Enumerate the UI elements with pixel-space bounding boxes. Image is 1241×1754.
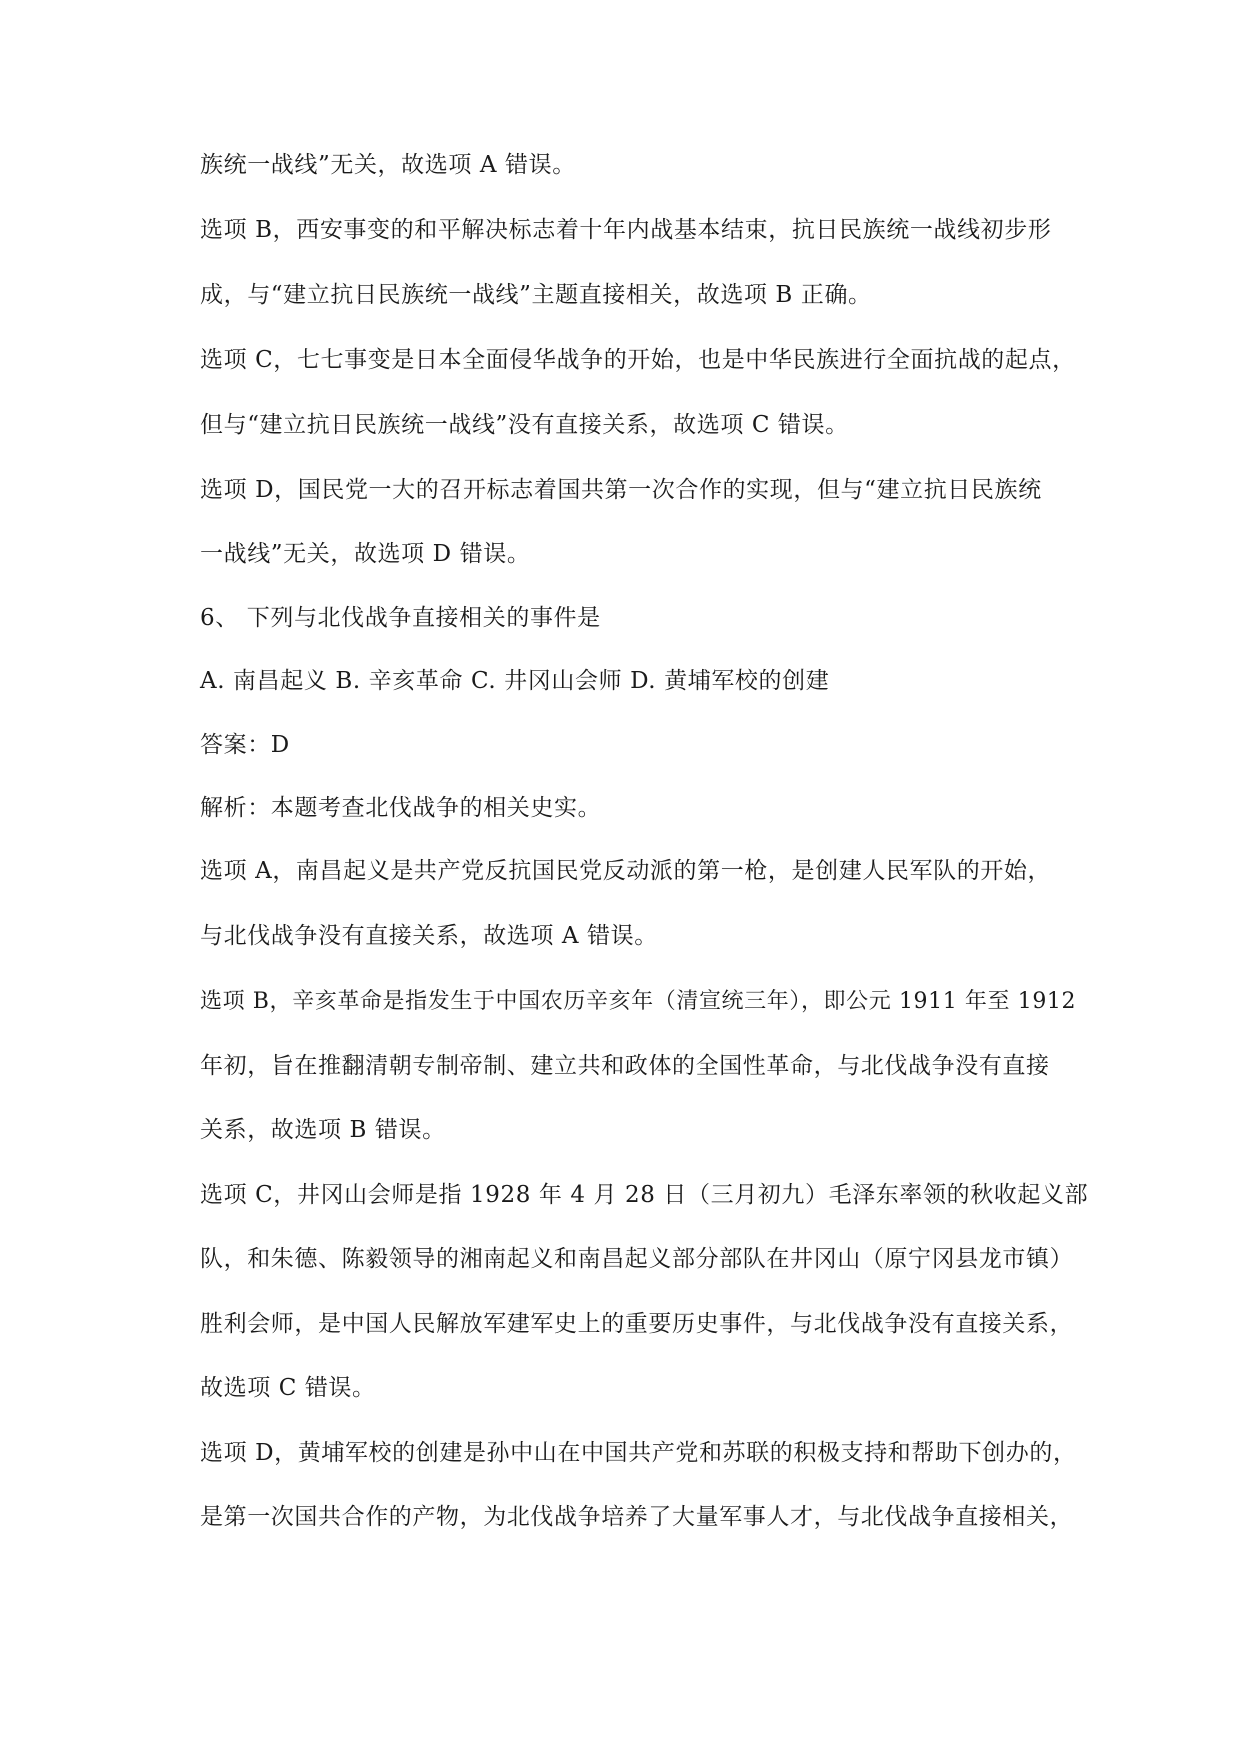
text-line: 选项 C，七七事变是日本全面侵华战争的开始，也是中华民族进行全面抗战的起点， <box>200 347 1076 373</box>
text-line: 胜利会师，是中国人民解放军建军史上的重要历史事件，与北伐战争没有直接关系， <box>200 1311 1074 1337</box>
text-line: 选项 D，国民党一大的召开标志着国共第一次合作的实现，但与“建立抗日民族统 <box>200 477 1042 503</box>
text-line: 选项 B，西安事变的和平解决标志着十年内战基本结束，抗日民族统一战线初步形 <box>200 217 1052 243</box>
text-line: 关系，故选项 B 错误。 <box>200 1117 446 1143</box>
analysis-line: 解析：本题考查北伐战争的相关史实。 <box>200 795 602 821</box>
text-line: 选项 D，黄埔军校的创建是孙中山在中国共产党和苏联的积极支持和帮助下创办的， <box>200 1440 1077 1466</box>
text-line: 年初，旨在推翻清朝专制帝制、建立共和政体的全国性革命，与北伐战争没有直接 <box>200 1053 1050 1079</box>
text-line: 选项 C，井冈山会师是指 1928 年 4 月 28 日（三月初九）毛泽东率领的秋收起义部 <box>200 1182 1089 1208</box>
text-line: 一战线”无关，故选项 D 错误。 <box>200 541 531 567</box>
text-line: 族统一战线”无关，故选项 A 错误。 <box>200 152 576 178</box>
question-heading: 6、 下列与北伐战争直接相关的事件是 <box>200 605 601 631</box>
answer-line: 答案：D <box>200 732 290 758</box>
text-line: 是第一次国共合作的产物，为北伐战争培养了大量军事人才，与北伐战争直接相关， <box>200 1504 1074 1530</box>
text-line: 但与“建立抗日民族统一战线”没有直接关系，故选项 C 错误。 <box>200 412 849 438</box>
text-line: 故选项 C 错误。 <box>200 1375 376 1401</box>
text-line: 选项 A，南昌起义是共产党反抗国民党反动派的第一枪，是创建人民军队的开始， <box>200 858 1052 884</box>
text-line: 选项 B，辛亥革命是指发生于中国农历辛亥年（清宣统三年），即公元 1911 年至 1912 <box>200 989 1077 1014</box>
question-options: A. 南昌起义 B. 辛亥革命 C. 井冈山会师 D. 黄埔军校的创建 <box>200 668 830 694</box>
text-line: 队，和朱德、陈毅领导的湘南起义和南昌起义部分部队在井冈山（原宁冈县龙市镇） <box>200 1246 1074 1272</box>
text-line: 与北伐战争没有直接关系，故选项 A 错误。 <box>200 923 658 949</box>
text-line: 成，与“建立抗日民族统一战线”主题直接相关，故选项 B 正确。 <box>200 282 872 308</box>
